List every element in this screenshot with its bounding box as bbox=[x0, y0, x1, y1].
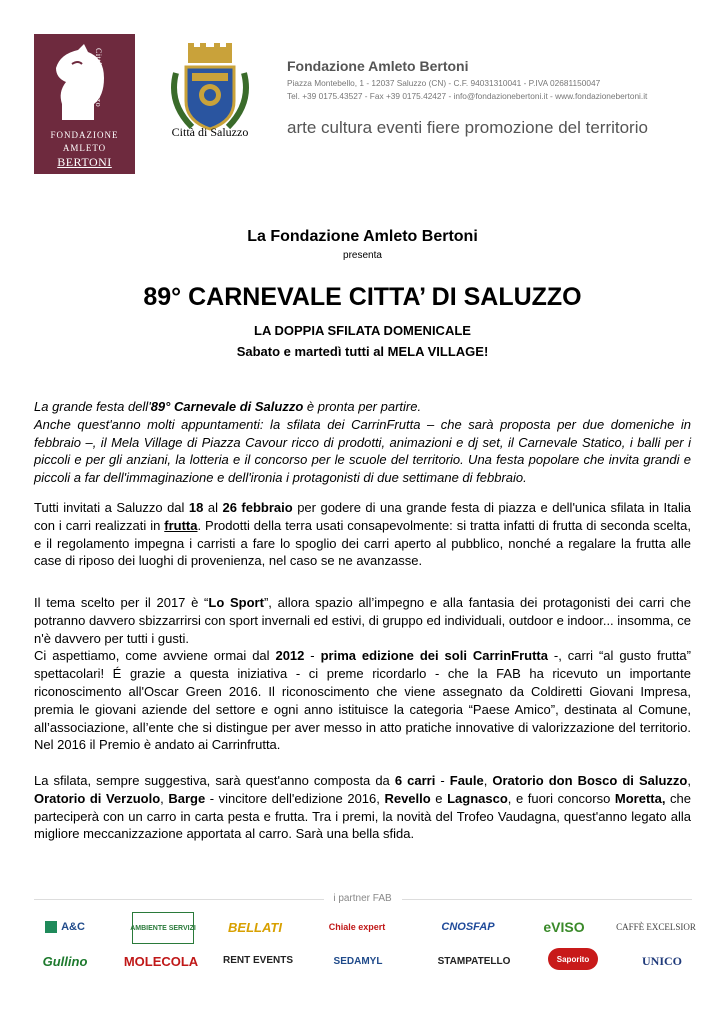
subtitle-2: Sabato e martedì tutti al MELA VILLAGE! bbox=[236, 344, 489, 359]
fab-logo-line-2: AMLETO bbox=[62, 143, 107, 153]
p3-f: - bbox=[304, 648, 321, 664]
partner-logo-stampatello bbox=[430, 948, 518, 974]
partner-logo-saporito bbox=[548, 948, 598, 970]
p4-h: Oratorio di Verzuolo bbox=[34, 790, 161, 806]
p3-g: prima edizione dei soli CarrinFrutta bbox=[320, 648, 548, 664]
p3-e: 2012 bbox=[275, 648, 305, 664]
p4-q: che parteciperà con un carro in carta pesta e frutta. Tra i premi, la novità del Trofeo Vaudagna, quest'anno legato alla migliore meccanizzazione apportata al carro. Sarà una bella sfida. bbox=[34, 790, 691, 842]
org-contacts: Tel. +39 0175.43527 - Fax +39 0175.42427 - info@fondazionebertoni.it - www.fondazionebertoni.it bbox=[287, 91, 648, 101]
partner-logo-unico bbox=[634, 948, 690, 974]
org-tagline: arte cultura eventi fiere promozione del territorio bbox=[287, 118, 648, 137]
p4-i: , bbox=[160, 790, 169, 806]
theme-paragraph bbox=[34, 594, 691, 754]
partners-label: i partner FAB bbox=[333, 893, 392, 904]
partner-unico-name: UNICO bbox=[641, 953, 682, 968]
partner-stampatello-name: STAMPATELLO bbox=[437, 955, 511, 967]
p4-g: , bbox=[687, 773, 691, 788]
org-name: Fondazione Amleto Bertoni bbox=[287, 58, 469, 74]
p3-b: Lo Sport bbox=[208, 595, 264, 610]
p2-e: per godere di una grande festa di piazza e dell'unica sfilata in Italia con i carri realizzati in bbox=[34, 500, 692, 533]
p3-a: Il tema scelto per il 2017 è “ bbox=[34, 595, 209, 610]
partner-ac-name: A&C bbox=[61, 921, 85, 933]
p2-g: . Prodotti della terra usati consapevolmente: si tratta infatti di frutta di seconda scelta, e il regolamento impegna i carristi a fare lo spoglio dei carri aperto al pubblico, nonché a regalare la frutta alle case di riposo dei luoghi di provenienza, nel caso se ne avanzasse. bbox=[34, 517, 691, 569]
intro-text-c: è pronta per partire. bbox=[303, 399, 422, 414]
p4-l: Revello bbox=[384, 790, 431, 806]
p4-b: 6 carri bbox=[394, 773, 436, 788]
partner-logo-eviso bbox=[534, 914, 594, 940]
partner-logo-ac bbox=[34, 914, 96, 940]
p4-o: , e fuori concorso bbox=[507, 790, 615, 806]
subtitle-1: LA DOPPIA SFILATA DOMENICALE bbox=[254, 323, 471, 338]
page-title: 89° CARNEVALE CITTA’ DI SALUZZO bbox=[143, 283, 582, 311]
partner-gullino-name: Gullino bbox=[42, 953, 88, 969]
fab-logo-line-3: BERTONI bbox=[57, 155, 112, 169]
partner-logo-gullino bbox=[34, 948, 96, 974]
p4-d: Faule bbox=[449, 773, 484, 788]
partner-eviso-name: eVISO bbox=[543, 919, 585, 935]
p4-k: - vincitore dell'edizione 2016, bbox=[205, 790, 385, 806]
p2-d: 26 febbraio bbox=[222, 500, 293, 515]
p2-f: frutta bbox=[164, 517, 198, 533]
intro-paragraph bbox=[34, 398, 691, 487]
ac-square-icon bbox=[45, 921, 57, 933]
dates-paragraph bbox=[34, 499, 691, 570]
p4-p: Moretta, bbox=[614, 790, 666, 806]
p2-a: Tutti invitati a Saluzzo dal bbox=[34, 500, 189, 515]
p4-a: La sfilata, sempre suggestiva, sarà quest'anno composta da bbox=[34, 773, 395, 788]
partner-molecola-name: MOLECOLA bbox=[123, 953, 199, 969]
p4-e: , bbox=[483, 773, 493, 788]
p3-d: Ci aspettiamo, come avviene ormai dal bbox=[34, 648, 276, 664]
fab-logo-line-1: FONDAZIONE bbox=[50, 130, 119, 140]
p3-c: ”, allora spazio all’impegno e alla fantasia dei protagonisti dei carri che potranno davvero sbizzarrirsi con sport invernali ed estivi, di gruppo ed individuali, outdoor e indoor... insomma, ce n'è davvero per tutti i gusti. bbox=[34, 595, 691, 646]
p2-b: 18 bbox=[188, 500, 204, 515]
partner-saporito-name: Saporito bbox=[556, 954, 590, 964]
partner-rent-events-name: RENT EVENTS bbox=[223, 954, 294, 966]
partner-chiale-name: Chiale expert bbox=[328, 922, 386, 932]
partner-sedamyl-name: SEDAMYL bbox=[333, 955, 383, 967]
intro-text-b: 89° Carnevale di Saluzzo bbox=[150, 399, 304, 414]
partner-logo-molecola bbox=[123, 948, 199, 974]
chess-knight-icon bbox=[48, 42, 120, 122]
p4-f: Oratorio don Bosco di Saluzzo bbox=[492, 773, 688, 788]
intro-text-a: La grande festa dell' bbox=[34, 399, 151, 414]
partner-cnosfap-name: CNOSFAP bbox=[441, 921, 495, 933]
fab-logo-arc-text: Città di Saluzzo bbox=[94, 48, 103, 108]
parade-paragraph bbox=[34, 772, 691, 843]
partner-logo-rent-events bbox=[223, 945, 294, 975]
p4-j: Barge bbox=[168, 790, 206, 806]
intro-text-d: Anche quest'anno molti appuntamenti: la sfilata dei CarrinFrutta – che sarà proposta per due domeniche in febbraio –, il Mela Village di Piazza Cavour ricco di prodotti, animazioni e dj set, il Carnevale Statico, i balli per i piccoli e per gli anziani, la lotteria e il concorso per le scuole del territorio. Una festa popolare che invita grandi e piccoli a far dell'immaginazione e dell'ironia i protagonisti di due settimane di febbraio. bbox=[34, 416, 691, 486]
partner-logo-bellati bbox=[224, 912, 286, 942]
p4-m: e bbox=[430, 790, 448, 806]
p3-h: -, carri “al gusto frutta” spettacolari! É grazie a questa iniziativa - ci preme ricordarlo - che la FAB ha ricevuto un importante riconoscimento all'Oscar Green 2016. Il riconoscimento che viene assegnato da Coldiretti Giovani Impresa, premia le giovani aziende del settore e ogni anno istituisce la categoria “Paese Amico”, destinata al Comune, all’associazione, all’ente che si distingue per aver messo in atto pratiche innovative di valorizzazione del territorio. Nel 2016 il Premio è andato ai Carrinfrutta. bbox=[34, 648, 691, 753]
fab-logo bbox=[34, 34, 135, 174]
partner-excelsior-name: CAFFÈ EXCELSIOR bbox=[616, 922, 696, 932]
city-caption: Città di Saluzzo bbox=[171, 125, 249, 139]
presenter-heading: La Fondazione Amleto Bertoni bbox=[247, 228, 478, 245]
org-address: Piazza Montebello, 1 - 12037 Saluzzo (CN) - C.F. 94031310041 - P.IVA 02681150047 bbox=[287, 78, 601, 88]
p4-n: Lagnasco bbox=[447, 790, 508, 806]
p2-c: al bbox=[203, 500, 223, 515]
partner-ambiente-name: AMBIENTE SERVIZI bbox=[130, 924, 196, 932]
partner-logo-sedamyl bbox=[320, 948, 396, 974]
presenta-label: presenta bbox=[343, 250, 382, 261]
partner-bellati-name: BELLATI bbox=[228, 919, 282, 935]
p4-c: - bbox=[435, 773, 450, 788]
partner-logo-excelsior bbox=[616, 914, 696, 940]
partner-logo-ambiente bbox=[132, 912, 194, 944]
partner-logo-chiale bbox=[316, 914, 398, 940]
partner-logo-cnosfap bbox=[438, 914, 498, 940]
